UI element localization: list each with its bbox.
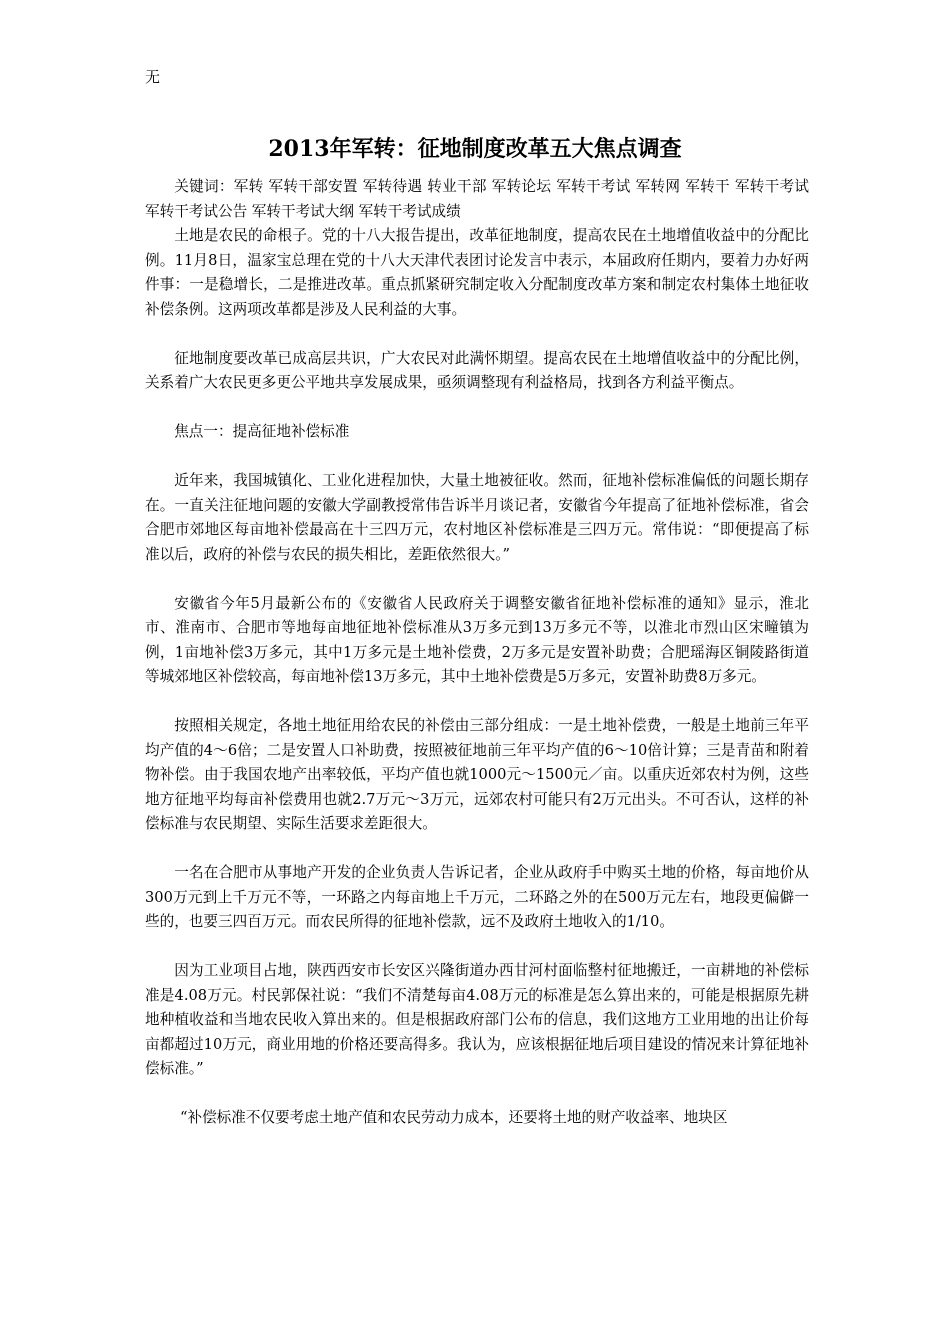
body-paragraph-4: 安徽省今年5月最新公布的《安徽省人民政府关于调整安徽省征地补偿标准的通知》显示，淮北市、淮南市、合肥市等地每亩地征地补偿标准从3万多元到13万多元不等，以淮北市烈山区宋疃镇为例，1亩地补偿3万多元，其中1万多元是土地补偿费，2万多元是安置补助费；合肥瑶海区铜陵路街道等城郊地区补偿较高，每亩地补偿13万多元，其中土地补偿费是5万多元，安置补助费8万多元。 — [145, 594, 809, 685]
body-paragraph-2: 征地制度要改革已成高层共识，广大农民对此满怀期望。提高农民在土地增值收益中的分配比例，关系着广大农民更多更公平地共享发展成果，亟须调整现有利益格局，找到各方利益平衡点。 — [145, 349, 809, 391]
document-body — [145, 175, 809, 1131]
body-paragraph-5: 按照相关规定，各地土地征用给农民的补偿由三部分组成：一是土地补偿费，一般是土地前三年平均产值的4～6倍；二是安置人口补助费，按照被征地前三年平均产值的6～10倍计算；三是青苗和附着物补偿。由于我国农地产出率较低，平均产值也就1000元～1500元／亩。以重庆近郊农村为例，这些地方征地平均每亩补偿费用也就2.7万元～3万元，远郊农村可能只有2万元出头。不可否认，这样的补偿标准与农民期望、实际生活要求差距很大。 — [145, 717, 809, 832]
body-paragraph-6: 一名在合肥市从事地产开发的企业负责人告诉记者，企业从政府手中购买土地的价格，每亩地价从300万元到上千万元不等，一环路之内每亩地上千万元，二环路之外的在500万元左右，地段更偏僻一些的，也要三四百万元。而农民所得的征地补偿款，远不及政府土地收入的1/10。 — [145, 864, 809, 930]
section-heading-focus-1: 焦点一：提高征地补偿标准 — [174, 423, 350, 440]
body-paragraph-1: 土地是农民的命根子。党的十八大报告提出，改革征地制度，提高农民在土地增值收益中的分配比例。11月8日，温家宝总理在党的十八大天津代表团讨论发言中表示，本届政府任期内，要着力办好两件事：一是稳增长，二是推进改革。重点抓紧研究制定收入分配制度改革方案和制定农村集体土地征收补偿条例。这两项改革都是涉及人民利益的大事。 — [145, 227, 809, 318]
document-title: 2013年军转：征地制度改革五大焦点调查 — [268, 136, 682, 162]
body-paragraph-7: 因为工业项目占地，陕西西安市长安区兴隆街道办西甘河村面临整村征地搬迁，一亩耕地的补偿标准是4.08万元。村民郭保社说：“我们不清楚每亩4.08万元的标准是怎么算出来的，可能是根据原先耕地种植收益和当地农民收入算出来的。但是根据政府部门公布的信息，我们这地方工业用地的出让价每亩都超过10万元，商业用地的价格还要高得多。我认为，应该根据征地后项目建设的情况来计算征地补偿标准。” — [145, 962, 809, 1077]
keywords-paragraph: 关键词：军转 军转干部安置 军转待遇 转业干部 军转论坛 军转干考试 军转网 军转干 军转干考试 军转干考试公告 军转干考试大纲 军转干考试成绩 — [145, 178, 809, 220]
body-paragraph-8: “补偿标准不仅要考虑土地产值和农民劳动力成本，还要将土地的财产收益率、地块区 — [180, 1109, 728, 1126]
body-paragraph-3: 近年来，我国城镇化、工业化进程加快，大量土地被征收。然而，征地补偿标准偏低的问题长期存在。一直关注征地问题的安徽大学副教授常伟告诉半月谈记者，安徽省今年提高了征地补偿标准，省会合肥市郊地区每亩地补偿最高在十三四万元，农村地区补偿标准是三四万元。常伟说：“即便提高了标准以后，政府的补偿与农民的损失相比，差距依然很大。” — [145, 472, 809, 563]
header-mark: 无 — [145, 68, 161, 86]
